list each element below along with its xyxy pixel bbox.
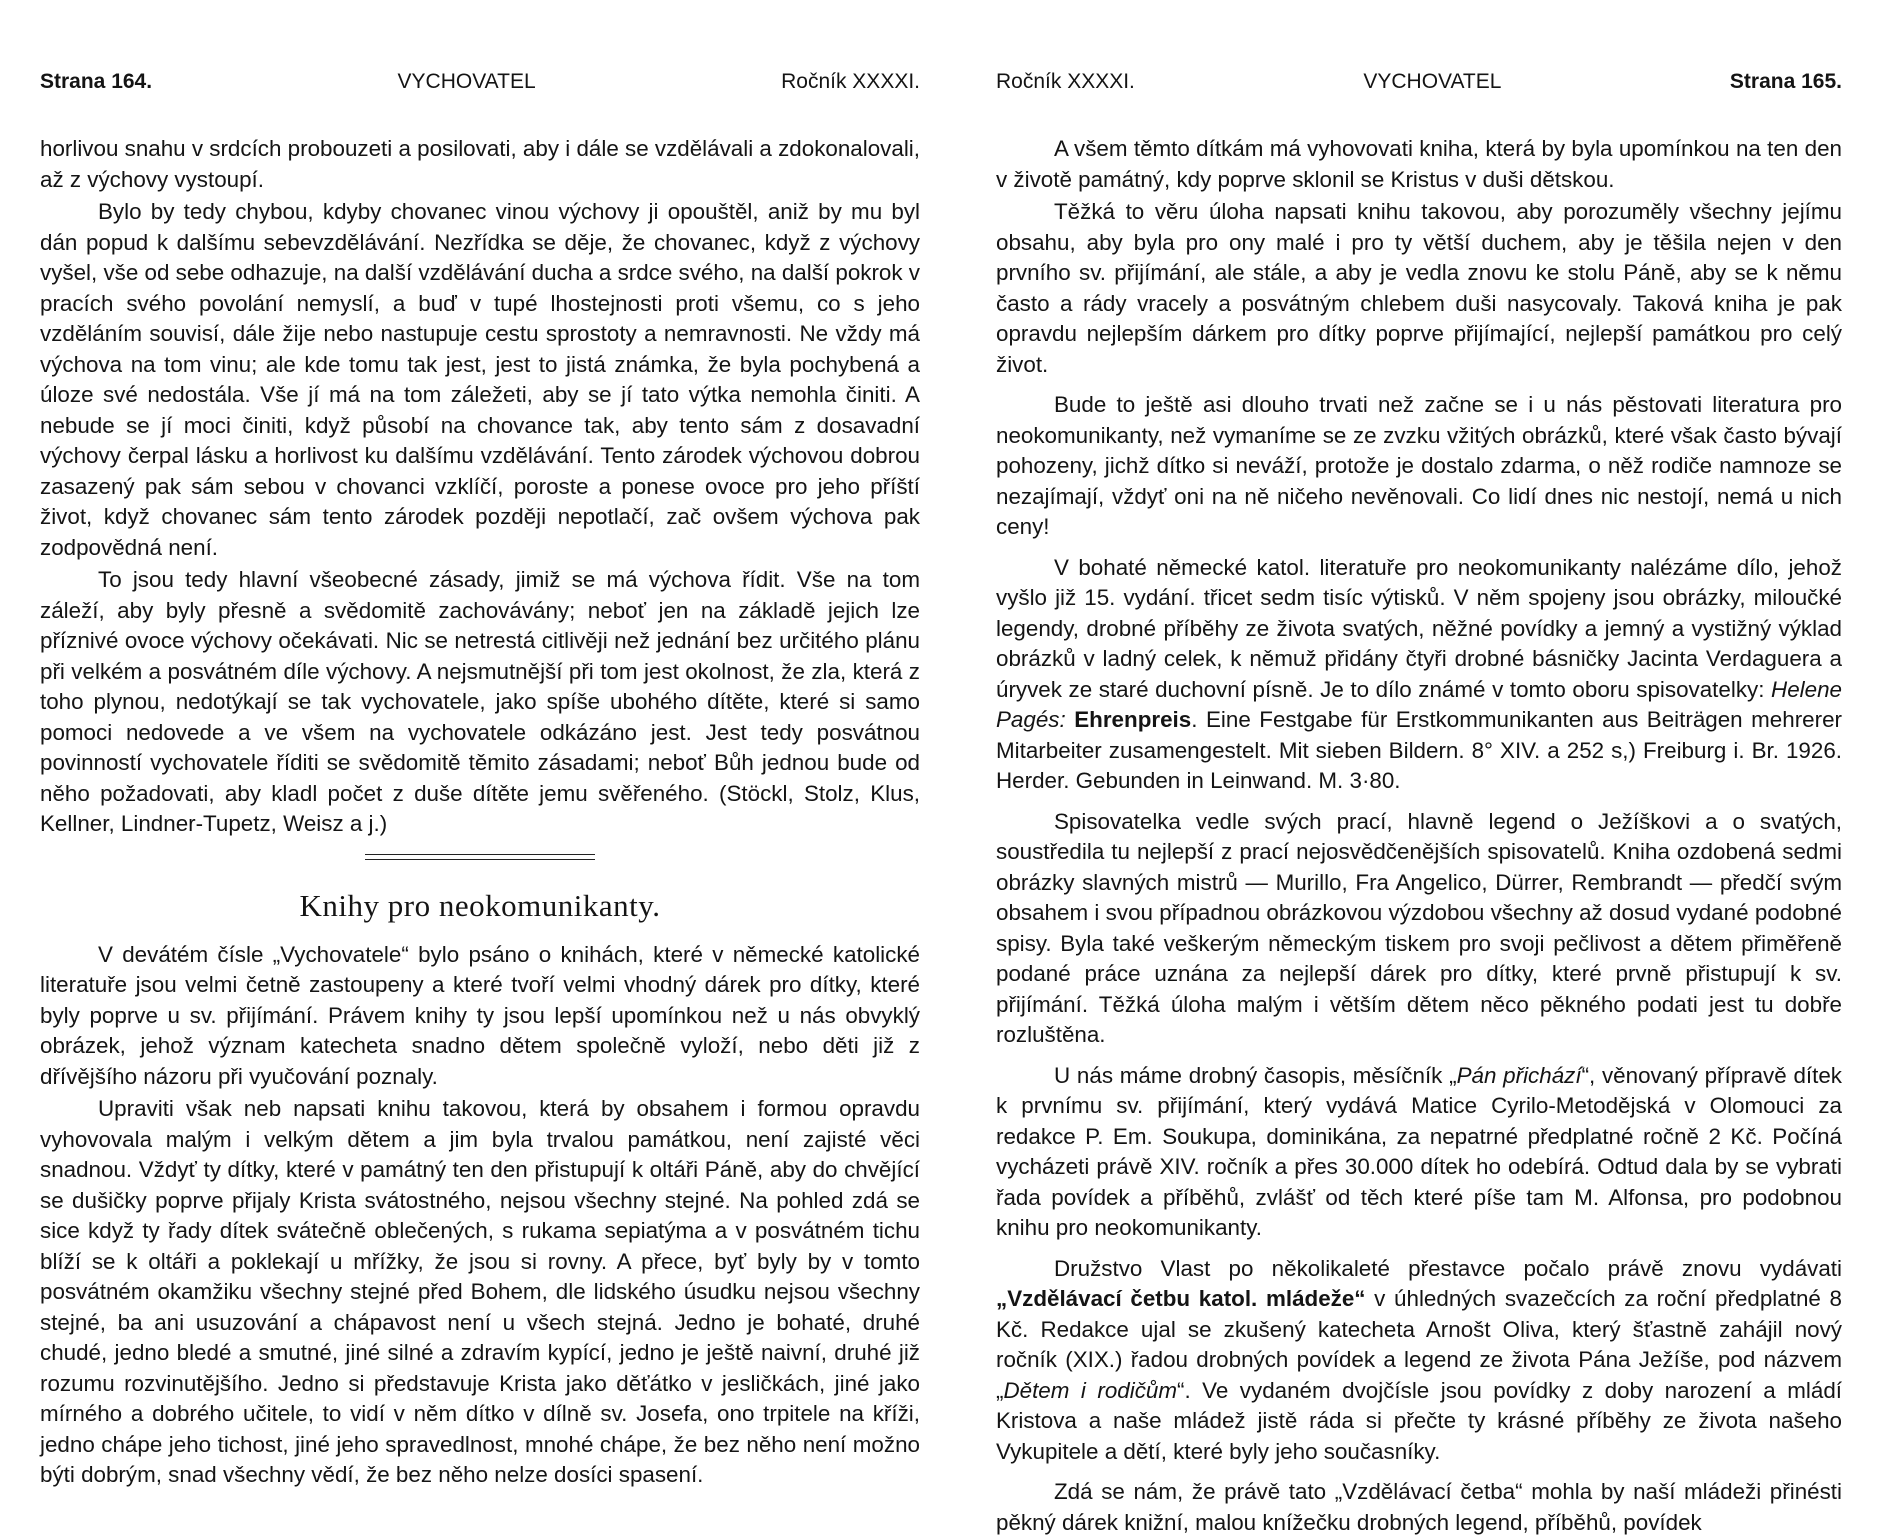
right-journal-title: VYCHOVATEL xyxy=(1363,70,1502,93)
left-page xyxy=(40,70,920,1493)
paragraph: V devátém čísle „Vychovatele“ bylo psáno o knihách, které v německé katolické literatuře jsou velmi četně zastoupeny a které tvoří velmi vhodný dárek pro dítky, které byly poprve u sv. přijímání. Právem knihy ty jsou lepší upomínkou než u nás obvyklý obrázek, jehož význam katecheta snadno dětem společně vyloží, nebo děti již z dřívějšího názoru při vyučování poznaly. xyxy=(40,941,920,1089)
paragraph: Těžká to věru úloha napsati knihu takovou, aby porozuměly všechny jejímu obsahu, aby byla pro ony malé i pro ty větší duchem, aby je těšila nejen v den prvního sv. přijímání, ale stále, a aby je vedla znovu ke stolu Páně, aby se k němu často a rády vracely a posvátným chlebem duši nasycovaly. Taková kniha je pak opravdu nejlepším dárkem pro dítky poprve přijímající, nejlepší památkou pro celý život. xyxy=(996,199,1842,377)
series-title: „Vzdělávací četbu katol. mládeže“ xyxy=(996,1286,1366,1311)
right-page xyxy=(996,70,1842,1540)
paragraph: To jsou tedy hlavní všeobecné zásady, jimiž se má výchova řídit. Vše na tom záleží, aby byly přesně a svědomitě zachovávány; neboť jen na základě jejich lze příznivé ovoce výchovy očekávati. Nic se netrestá citlivěji než jednání bez určitého plánu při velkém a posvátném díle výchovy. A nejsmutnější při tom jest okolnost, že zla, která z toho plynou, nedotýkají se tak vychovatele, jako spíše ubohého dítěte, které si samo pomoci nedovede a ve všem na vychovatele odkázáno jest. Jest tedy posvátnou povinností vychovatele říditi se svědomitě těmito zásadami; neboť Bůh jednou bude od něho požadovati, aby kladl počet z duše dítěte jemu svěřeného. (Stöckl, Stolz, Klus, Kellner, Lindner-Tupetz, Weisz a j.) xyxy=(40,567,920,836)
book-title: Ehrenpreis xyxy=(1074,707,1192,732)
author-name: Helene Pagés: xyxy=(996,676,1842,732)
left-volume: Ročník XXXXI. xyxy=(781,70,920,93)
text-run: v úhledných svazečcích za roční předplatné 8 Kč. Redakce ujal se zkušený katecheta Arnošt Oliva, který šťastně zahájil nový ročník (XIX.) řadou drobných povídek a legend ze života Pána Ježíše, pod názvem „ xyxy=(996,1286,1842,1403)
right-body xyxy=(996,134,1842,1538)
paragraph: Upraviti však neb napsati knihu takovou, která by obsahem i formou opravdu vyhovovala malým i velkým dětem a jim byla trvalou památkou, není zajisté věci snadnou. Vždyť ty dítky, které v památný ten den přistupují k oltáři Páně, aby do chvějící se dušičky poprve přijaly Krista svátostného, nejsou všechny stejné. Na pohled zdá se sice když ty řady dítek svátečně oblečených, s rukama sepiatýma a v posvátném tichu blíží se k oltáři a poklekají u mřížky, že jsou si rovny. A přece, byť byly by v tomto posvátném okamžiku všechny stejné před Bohem, dle lidského úsudku nejsou všechny stejné, ba ani usuzování a chápavost není u všech stejná. Jedno je bohaté, druhé chudé, jedno bledé a smutné, jiné silné a zdravím kypící, jedno je ještě naivní, druhé již rozumu rozvinutějšího. Jedno si představuje Krista jako děťátko v jesličkách, jiné jako mírného a dobrého učitele, to vidí v něm dítko v dílně sv. Josefa, ono trpitele na kříži, jedno chápe jeho tichost, jiné jeho spravedlnost, mnohé chápe, že bez něho není možno býti dobrým, snad všechny vědí, že bez něho nelze dosíci spasení. xyxy=(40,1096,920,1487)
paragraph: Bylo by tedy chybou, kdyby chovanec vinou výchovy ji opouštěl, aniž by mu byl dán popud k dalšímu sebevzdělávání. Nezřídka se děje, že chovanec, když z výchovy vyšel, vše od sebe odhazuje, na další vzdělávání ducha a srdce svého, na další pokrok v pracích svého povolání nemyslí, a buď v tupé lhostejnosti proti všemu, co s jeho vzděláním souvisí, dále žije nebo nastupuje cestu sprostoty a nemravnosti. Ne vždy má výchova na tom vinu; ale kde tomu tak jest, jest to jistá známka, že byla pochybená a úloze své nedostála. Vše jí má na tom záležeti, aby se jí tato výtka nemohla činiti. A nebude se jí moci činiti, když působí na chovance tak, aby tento sám z dosavadní výchovy čerpal lásku a horlivost ku dalšímu vzdělávání. Tento zárodek výchovou dobrou zasazený pak sám sebou v chovanci vzklíčí, poroste a ponese ovoce pro jeho příští život, když chovanec sám tento zárodek později nepotlačí, zač ovšem výchova pak zodpovědná není. xyxy=(40,199,920,560)
text-run: V bohaté německé katol. literatuře pro neokomunikanty nalézáme dílo, jehož vyšlo již 15. vydání. třicet sedm tisíc výtisků. V něm spojeny jsou obrázky, miloučké legendy, drobné příběhy ze života svatých, něžné povídky a jemný a vystižný výklad obrázků v ladný celek, k němuž přidány čtyři drobné básničky Jacinta Verdaguera a úryvek ze staré duchovní písně. Je to dílo známé v tomto oboru spisovatelky: xyxy=(996,554,1842,702)
right-page-number: Strana 165. xyxy=(1729,70,1842,93)
paragraph xyxy=(996,553,1842,797)
left-journal-title: VYCHOVATEL xyxy=(397,70,536,93)
paragraph: Bude to ještě asi dlouho trvati než začne se i u nás pěstovati literatura pro neokomunikanty, než vymaníme se ze zvzku vžitých obrázků, které však často bývají pohozeny, jichž dítko si neváží, protože je dostalo zdarma, o něž rodiče namnoze se nezajímají, vždyť oni na ně ničeho nevěnovali. Co lidí dnes nic nestojí, nemá u nich ceny! xyxy=(996,392,1842,539)
section-divider xyxy=(40,852,920,862)
right-volume: Ročník XXXXI. xyxy=(996,70,1135,93)
magazine-title: Pán přichází xyxy=(1456,1062,1582,1088)
text-run: Družstvo Vlast po několikaleté přestavce počalo právě znovu vydávati xyxy=(1054,1255,1842,1281)
paragraph: horlivou snahu v srdcích probouzeti a posilovati, aby i dále se vzdělávali a zdokonalovali, až z výchovy vystoupí. xyxy=(40,136,920,192)
paragraph: Zdá se nám, že právě tato „Vzdělávací četba“ mohla by naší mládeži přinésti pěkný dárek knižní, malou knížečku drobných legend, příběhů, povídek xyxy=(996,1479,1842,1535)
left-body xyxy=(40,134,920,1491)
paragraph xyxy=(996,1061,1842,1244)
text-run: “, věnovaný přípravě dítek k prvnímu sv. přijímání, který vydává Matice Cyrilo-Metodějská v Olomouci za redakce P. Em. Soukupa, dominikána, za nepatrné předplatné ročně 2 Kč. Počíná vycházeti právě XIV. ročník a přes 30.000 dítek ho odebírá. Odtud dala by se vybrati řada povídek a příběhů, zvlášť od těch které píše tam M. Alfonsa, pro podobnou knihu pro neokomunikanty. xyxy=(996,1062,1842,1240)
text-run: . Eine Festgabe für Erstkommunikanten aus Beiträgen mehrerer Mitarbeiter zusamengestelt. Mit sieben Bildern. 8° XIV. a 252 s,) Freiburg i. Br. 1926. Herder. Gebunden in Leinwand. M. 3·80. xyxy=(996,707,1842,793)
paragraph: Spisovatelka vedle svých prací, hlavně legend o Ježíškovi a o svatých, soustředila tu nejlepší z prací nejosvědčenějších spisovatelů. Kniha ozdobená sedmi obrázky slavných mistrů — Murillo, Fra Angelico, Dürrer, Rembrandt — předčí svým obsahem i svou případnou obrázkovou výzdobou všechny až dosud vydané podobné spisy. Byla také veškerým německým tiskem pro svoji pečlivost a dětem přiměřeně podané práce uznána za nejlepší dárek pro dítky, které prvně přistupují k sv. přijímání. Těžká úloha malým i větším dětem něco pěkného podati jest tu dobře rozluštěna. xyxy=(996,808,1842,1047)
section-title: Knihy pro neokomunikanty. xyxy=(299,887,661,923)
left-page-number: Strana 164. xyxy=(40,70,153,93)
text-run: U nás máme drobný časopis, měsíčník „ xyxy=(1054,1062,1457,1088)
right-running-head xyxy=(996,70,1842,102)
left-running-head xyxy=(40,70,920,102)
paragraph: A všem těmto dítkám má vyhovovati kniha, která by byla upomínkou na ten den v životě památný, kdy poprve sklonil se Kristus v duši dětskou. xyxy=(996,136,1842,192)
text-run: “. Ve vydaném dvojčísle jsou povídky z doby narození a mládí Kristova a naše mládež jistě ráda si přečte ty krásné příběhy ze života našeho Vykupitele a dětí, které byly jeho současníky. xyxy=(996,1377,1842,1464)
volume-title: Dětem i rodičům xyxy=(1003,1377,1177,1403)
paragraph xyxy=(996,1254,1842,1468)
